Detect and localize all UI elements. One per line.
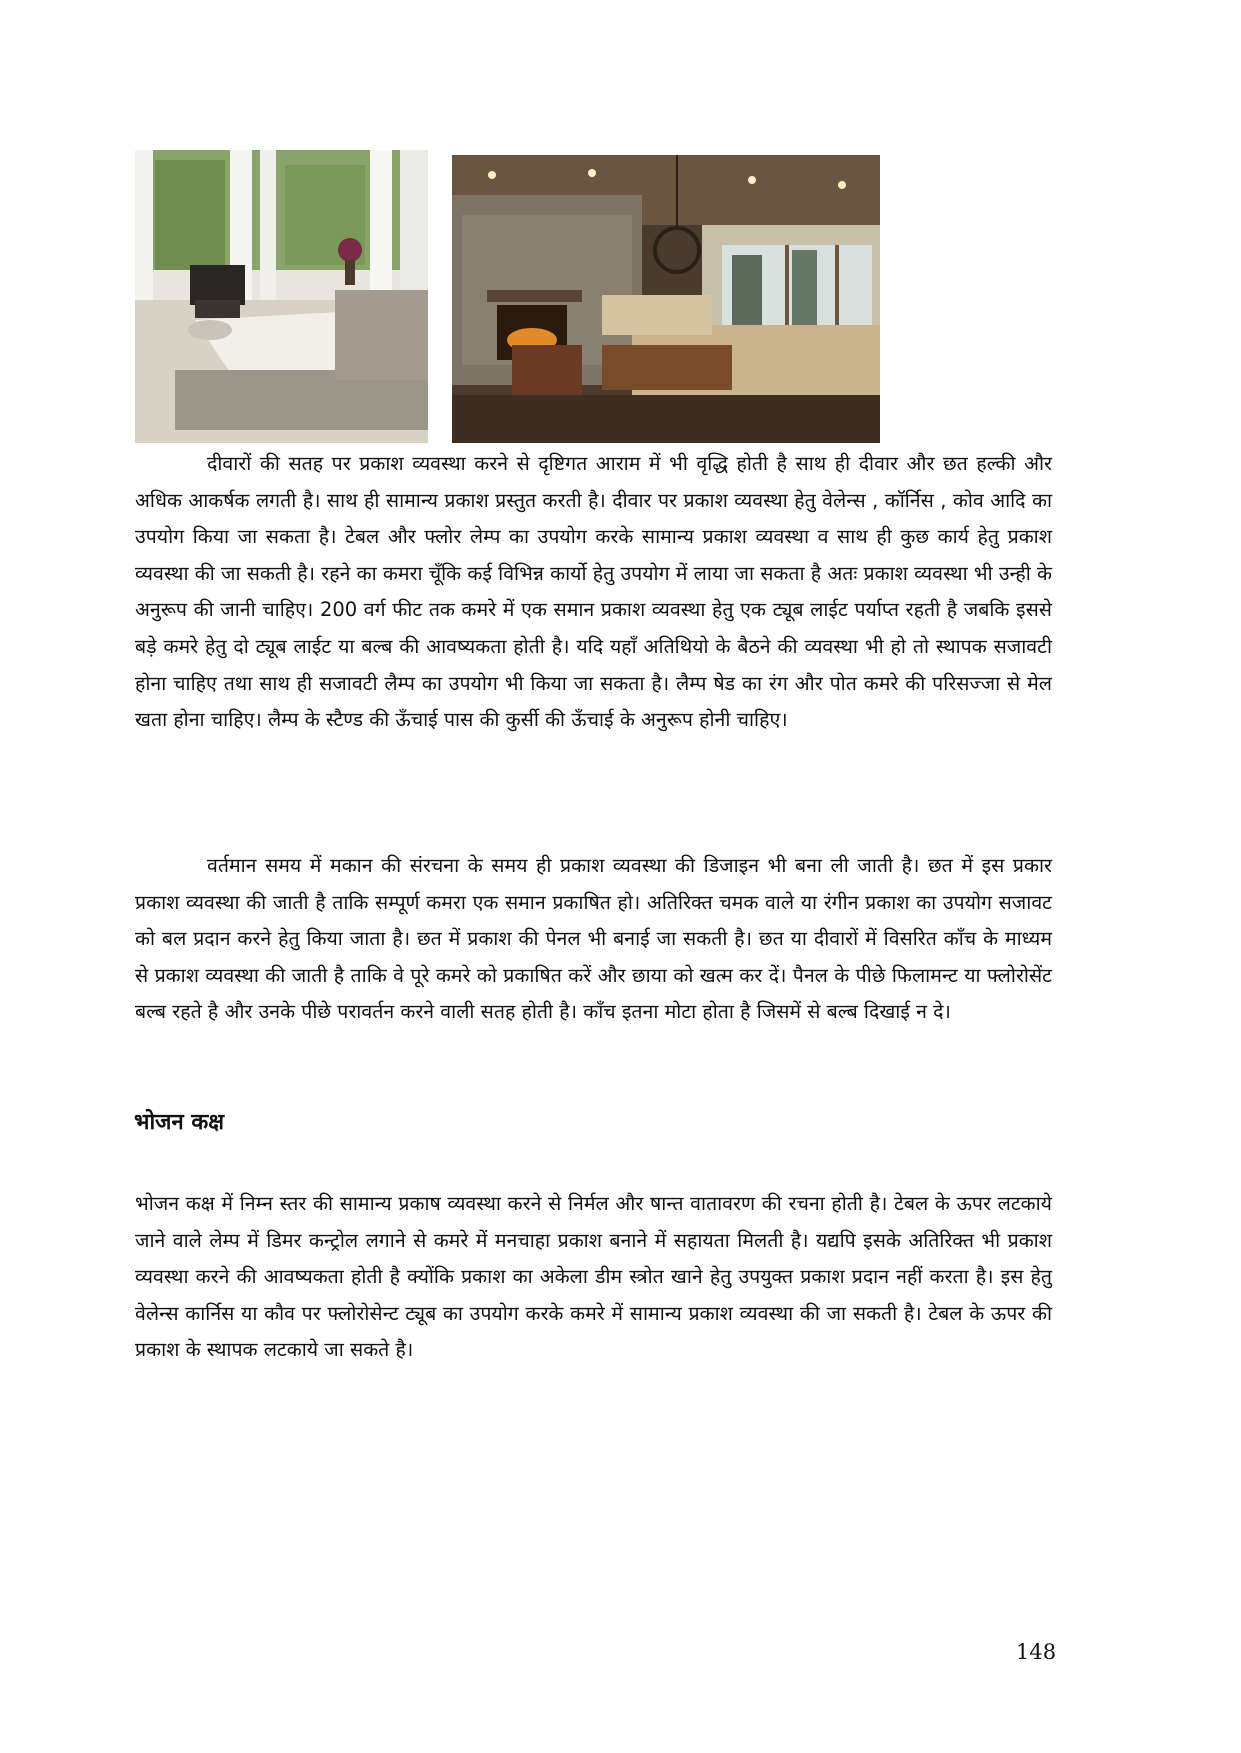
section-heading-dining-room: भोजन कक्ष	[134, 1110, 225, 1135]
living-room-photo-icon	[135, 150, 428, 443]
living-room-photo-bright	[135, 150, 428, 443]
paragraph-ceiling-lighting: वर्तमान समय में मकान की संरचना के समय ही प्रकाश व्यवस्था की डिजाइन भी बना ली जाती है। छत में इस प्रकार प्रकाश व्यवस्था की जाती है ताकि सम्पूर्ण कमरा एक समान प्रकाषित हो। अतिरिक्त चमक वाले या रंगीन प्रकाश का उपयोग सजावट को बल प्रदान करने हेतु किया जाता है। छत में प्रकाश की पेनल भी बनाई जा सकती है। छत या दीवारों में विसरित कॉंच के माध्यम से प्रकाश व्यवस्था की जाती है ताकि वे पूरे कमरे को प्रकाषित करें और छाया को खत्म कर दें। पैनल के पीछे फिलामन्ट या फ्लोरोसेंट बल्ब रहते है और उनके पीछे परावर्तन करने वाली सतह होती है। कॉंच इतना मोटा होता है जिसमें से बल्ब दिखाई न दे।	[135, 854, 1052, 1024]
paragraph-wall-lighting: दीवारों की सतह पर प्रकाश व्यवस्था करने से दृष्टिगत आराम में भी वृद्धि होती है साथ ही दीवार और छत हल्की और अधिक आकर्षक लगती है। साथ ही सामान्य प्रकाश प्रस्तुत करती है। दीवार पर प्रकाश व्यवस्था हेतु वेलेन्स , कॉर्निस , कोव आदि का उपयोग किया जा सकता है। टेबल और फ्लोर लेम्प का उपयोग करके सामान्य प्रकाश व्यवस्था व साथ ही कुछ कार्य हेतु प्रकाश व्यवस्था की जा सकती है। रहने का कमरा चूँकि कई विभिन्न कार्यो हेतु उपयोग में लाया जा सकता है अतः प्रकाश व्यवस्था भी उन्ही के अनुरूप की जानी चाहिए। 200 वर्ग फीट तक कमरे में एक समान प्रकाश व्यवस्था हेतु एक ट्यूब लाईट पर्याप्त रहती है जबकि इससे बड़े कमरे हेतु दो ट्यूब लाईट या बल्ब की आवष्यकता होती है। यदि यहाँ अतिथियो के बैठने की व्यवस्था भी हो तो स्थापक सजावटी होना चाहिए तथा साथ ही सजावटी लैम्प का उपयोग भी किया जा सकता है। लैम्प षेड का रंग और पोत कमरे की परिसज्जा से मेल खता होना चाहिए। लैम्प के स्टैण्ड की ऊँचाई पास की कुर्सी की ऊँचाई के अनुरूप होनी चाहिए।	[135, 452, 1052, 732]
living-room-photo-fireplace	[452, 155, 880, 443]
fireplace-room-photo-icon	[452, 155, 880, 443]
page-number: 148	[1016, 1640, 1057, 1664]
paragraph-dining-lighting: भोजन कक्ष में निम्न स्तर की सामान्य प्रकाष व्यवस्था करने से निर्मल और षान्त वातावरण की रचना होती है। टेबल के ऊपर लटकाये जाने वाले लेम्प में डिमर कन्ट्रोल लगाने से कमरे में मनचाहा प्रकाश बनाने में सहायता मिलती है। यद्यपि इसके अतिरिक्त भी प्रकाश व्यवस्था करने की आवष्यकता होती है क्योंकि प्रकाश का अकेला डीम स्त्रोत खाने हेतु उपयुक्त प्रकाश प्रदान नहीं करता है। इस हेतु वेलेन्स कार्निस या कौव पर फ्लोरोसेन्ट ट्यूब का उपयोग करके कमरे में सामान्य प्रकाश व्यवस्था की जा सकती है। टेबल के ऊपर की प्रकाश के स्थापक लटकाये जा सकते है।	[135, 1192, 1052, 1362]
